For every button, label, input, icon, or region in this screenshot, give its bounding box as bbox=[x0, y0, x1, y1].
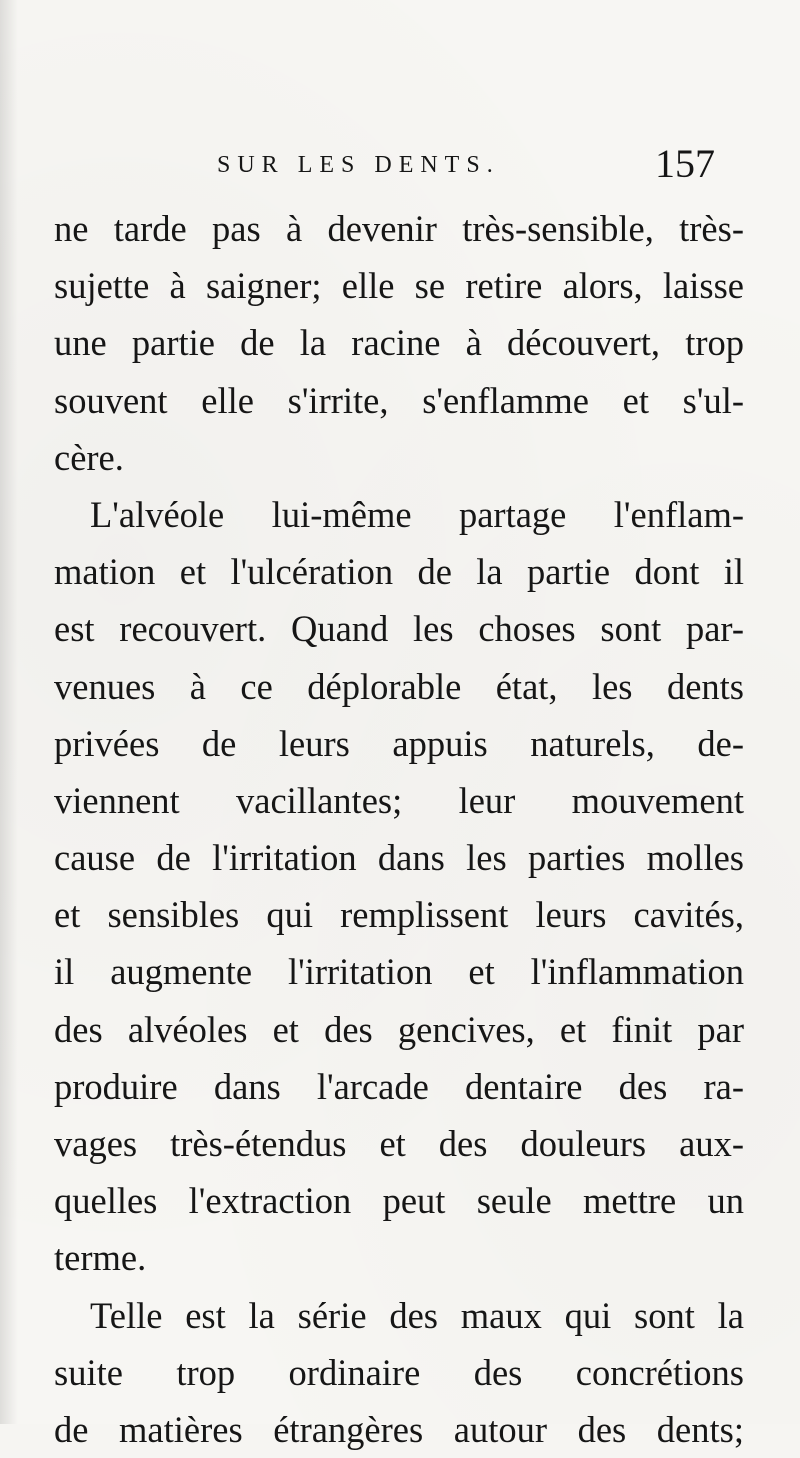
text-line: sujette à saigner; elle se retire alors, laisse bbox=[54, 265, 744, 307]
paragraph-start-line: Telle est la série des maux qui sont la bbox=[90, 1294, 744, 1336]
text-line: venues à ce déplorable état, les dents bbox=[54, 665, 744, 707]
text-line: ne tarde pas à devenir très-sensible, très- bbox=[54, 208, 744, 249]
text-line: est recouvert. Quand les choses sont par- bbox=[54, 608, 744, 650]
text-line: cère. bbox=[54, 436, 124, 478]
text-line: vages très-étendus et des douleurs aux- bbox=[54, 1123, 744, 1164]
text-line: viennent vacillantes; leur mouvement bbox=[54, 779, 744, 821]
running-title: SUR LES DENTS. bbox=[217, 152, 500, 178]
text-line: cause de l'irritation dans les parties molles bbox=[54, 837, 744, 879]
text-line: suite trop ordinaire des concrétions bbox=[54, 1351, 744, 1393]
text-line: terme. bbox=[54, 1237, 147, 1279]
body-text bbox=[54, 200, 744, 1458]
text-line: il augmente l'irritation et l'inflammation bbox=[54, 951, 744, 993]
text-line: souvent elle s'irrite, s'enflamme et s'ul- bbox=[54, 379, 744, 421]
running-head bbox=[0, 140, 800, 200]
text-line: une partie de la racine à découvert, trop bbox=[54, 322, 744, 364]
text-line: et sensibles qui remplissent leurs cavités, bbox=[54, 894, 744, 936]
gutter-shadow bbox=[0, 0, 18, 1424]
text-line: produire dans l'arcade dentaire des ra- bbox=[54, 1065, 744, 1107]
paragraph-start-line: L'alvéole lui-même partage l'enflam- bbox=[90, 493, 744, 535]
text-line: privées de leurs appuis naturels, de- bbox=[54, 722, 744, 764]
text-line: quelles l'extraction peut seule mettre un bbox=[54, 1180, 744, 1222]
page-number: 157 bbox=[655, 141, 715, 186]
text-line: de matières étrangères autour des dents; bbox=[54, 1408, 744, 1450]
text-line: mation et l'ulcération de la partie dont il bbox=[54, 551, 744, 593]
text-line: des alvéoles et des gencives, et finit par bbox=[54, 1008, 744, 1050]
